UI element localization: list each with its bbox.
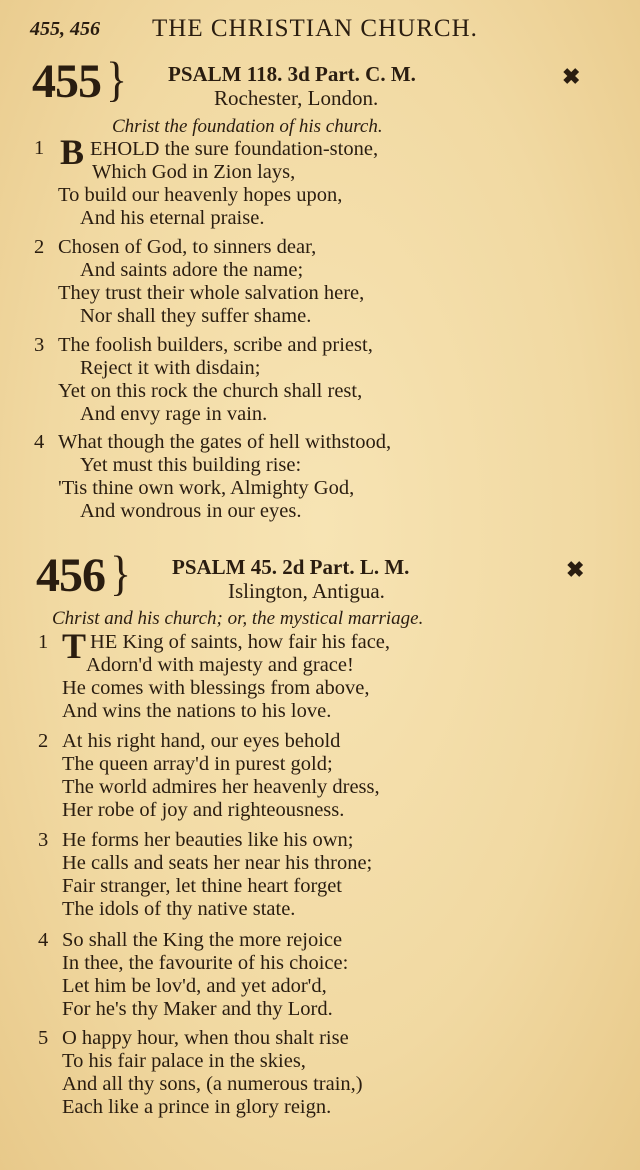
hymn-number: 456	[36, 549, 105, 602]
hymn-subject: Christ and his church; or, the mystical marriage.	[52, 608, 424, 629]
verse-line: HE King of saints, how fair his face,	[90, 631, 391, 653]
drop-cap: T	[62, 626, 87, 666]
verse-number: 3	[34, 334, 45, 356]
verse-line: 'Tis thine own work, Almighty God,	[58, 477, 355, 499]
verse-line: Yet must this building rise:	[80, 454, 302, 476]
verse-number: 1	[34, 137, 45, 159]
verse-line: Her robe of joy and righteousness.	[62, 799, 345, 821]
drop-cap: B	[60, 132, 85, 172]
verse-line: The idols of thy native state.	[62, 898, 296, 920]
verse-line: Chosen of God, to sinners dear,	[58, 236, 317, 258]
page-title: THE CHRISTIAN CHURCH.	[152, 15, 478, 42]
cross-mark-icon: ✖	[566, 557, 585, 582]
verse-number: 3	[38, 829, 49, 851]
verse-line: Fair stranger, let thine heart forget	[62, 875, 343, 897]
verse-number: 2	[38, 730, 49, 752]
verse-line: Each like a prince in glory reign.	[62, 1096, 332, 1118]
psalm-heading: PSALM 45. 2d Part. L. M.	[172, 555, 410, 579]
verse-line: Adorn'd with majesty and grace!	[86, 654, 354, 676]
verse-line: The foolish builders, scribe and priest,	[58, 334, 373, 356]
verse-line: They trust their whole salvation here,	[58, 282, 365, 304]
verse-line: Yet on this rock the church shall rest,	[58, 380, 363, 402]
verse-line: And saints adore the name;	[80, 259, 304, 281]
verse-line: To build our heavenly hopes upon,	[58, 184, 343, 206]
brace-icon: }	[110, 546, 132, 601]
verse-line: And wondrous in our eyes.	[80, 500, 302, 522]
verse-line: In thee, the favourite of his choice:	[62, 952, 349, 974]
verse-line: At his right hand, our eyes behold	[62, 730, 341, 752]
verse-line: Nor shall they suffer shame.	[80, 305, 312, 327]
verse-line: EHOLD the sure foundation-stone,	[90, 138, 379, 160]
verse-number: 4	[34, 431, 45, 453]
verse-number: 2	[34, 236, 45, 258]
psalm-heading: PSALM 118. 3d Part. C. M.	[168, 62, 416, 86]
brace-icon: }	[106, 52, 128, 107]
verse-line: To his fair palace in the skies,	[62, 1050, 306, 1072]
verse-line: What though the gates of hell withstood,	[58, 431, 392, 453]
verse-line: And his eternal praise.	[80, 207, 265, 229]
page-numbers: 455, 456	[30, 18, 100, 40]
verse-line: Let him be lov'd, and yet ador'd,	[62, 975, 327, 997]
verse-line: For he's thy Maker and thy Lord.	[62, 998, 333, 1020]
verse-line: The queen array'd in purest gold;	[62, 753, 333, 775]
tune-names: Rochester, London.	[214, 86, 379, 110]
verse-line: And wins the nations to his love.	[62, 700, 332, 722]
verse-number: 1	[38, 631, 49, 653]
verse-line: And all thy sons, (a numerous train,)	[62, 1073, 363, 1095]
tune-names: Islington, Antigua.	[228, 579, 385, 603]
verse-line: Reject it with disdain;	[80, 357, 261, 379]
cross-mark-icon: ✖	[562, 64, 581, 89]
hymn-subject: Christ the foundation of his church.	[112, 116, 383, 137]
verse-line: So shall the King the more rejoice	[62, 929, 343, 951]
verse-number: 5	[38, 1027, 49, 1049]
verse-line: And envy rage in vain.	[80, 403, 268, 425]
verse-line: O happy hour, when thou shalt rise	[62, 1027, 349, 1049]
verse-line: He comes with blessings from above,	[62, 677, 370, 699]
verse-line: He calls and seats her near his throne;	[62, 852, 373, 874]
verse-line: Which God in Zion lays,	[92, 161, 296, 183]
verse-line: The world admires her heavenly dress,	[62, 776, 380, 798]
hymn-number: 455	[32, 55, 101, 108]
verse-number: 4	[38, 929, 49, 951]
verse-line: He forms her beauties like his own;	[62, 829, 354, 851]
